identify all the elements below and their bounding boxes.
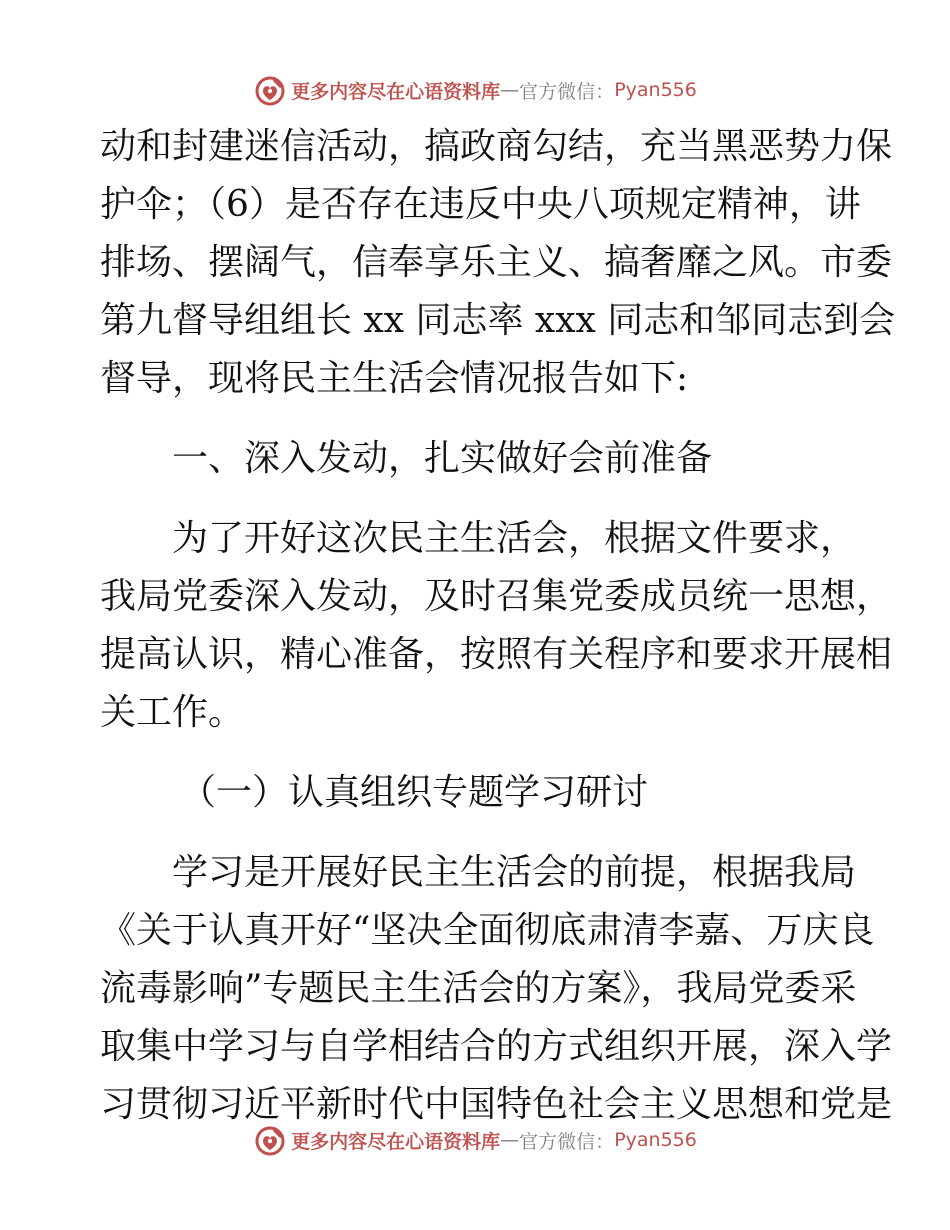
paragraph-line: 我局党委深入发动，及时召集党委成员统一思想， — [100, 576, 893, 617]
watermark-separator: — — [500, 79, 520, 101]
document-body — [100, 118, 896, 1134]
paragraph-line: 《关于认真开好“坚决全面彻底肃清李嘉、万庆良 — [100, 910, 875, 951]
paragraph-line: 为了开好这次民主生活会，根据文件要求， — [172, 518, 857, 559]
section-heading-2: （一）认真组织专题学习研讨 — [180, 772, 649, 813]
watermark-wechat-id: Pyan556 — [614, 1129, 697, 1151]
paragraph-line: 督导，现将民主生活会情况报告如下: — [100, 358, 689, 399]
watermark-header — [0, 70, 950, 110]
heart-pen-logo-icon — [253, 1123, 287, 1157]
paragraph-line: 学习是开展好民主生活会的前提，根据我局 — [172, 852, 857, 893]
section-heading-1: 一、深入发动，扎实做好会前准备 — [172, 438, 713, 479]
paragraph-line: 护伞；（6）是否存在违反中央八项规定精神，讲 — [100, 184, 861, 225]
paragraph-1 — [100, 118, 896, 408]
watermark-wechat-id: Pyan556 — [614, 79, 697, 101]
watermark-slogan: 更多内容尽在心语资料库 — [291, 80, 501, 103]
paragraph-line: 排场、摆阔气，信奉享乐主义、搞奢靡之风。市委 — [100, 242, 893, 283]
paragraph-line: 流毒影响”专题民主生活会的方案》，我局党委采 — [100, 968, 857, 1009]
paragraph-line: 动和封建迷信活动，搞政商勾结，充当黑恶势力保 — [100, 126, 893, 167]
watermark-slogan: 更多内容尽在心语资料库 — [291, 1130, 501, 1153]
watermark-footer — [0, 1120, 950, 1160]
watermark-separator: — — [500, 1129, 520, 1151]
paragraph-2 — [100, 510, 893, 742]
paragraph-line: 关工作。 — [100, 692, 245, 733]
heart-pen-logo-icon — [253, 73, 287, 107]
paragraph-line: 习贯彻习近平新时代中国特色社会主义思想和党是 — [100, 1084, 893, 1125]
paragraph-line: 提高认识，精心准备，按照有关程序和要求开展相 — [100, 634, 893, 675]
watermark-wechat-label: 官方微信： — [519, 80, 615, 103]
paragraph-line: 第九督导组组长 xx 同志率 xxx 同志和邹同志到会 — [100, 300, 896, 341]
watermark-wechat-label: 官方微信： — [519, 1130, 615, 1153]
paragraph-3 — [100, 844, 893, 1134]
paragraph-line: 取集中学习与自学相结合的方式组织开展，深入学 — [100, 1026, 893, 1067]
